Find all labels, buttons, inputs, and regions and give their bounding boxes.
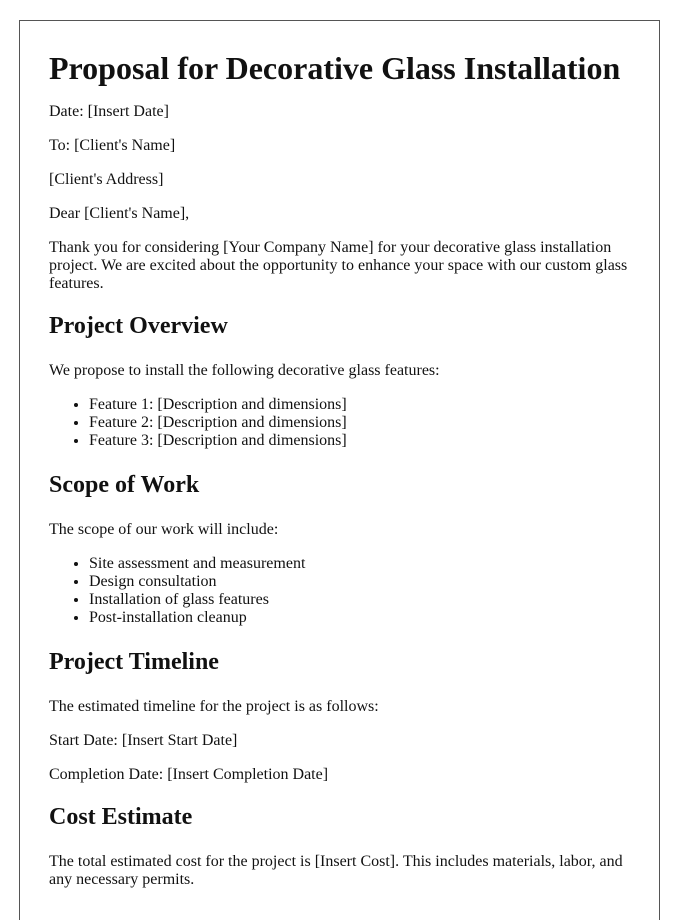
address-line: [Client's Address] <box>49 171 164 188</box>
timeline-lead: The estimated timeline for the project is as follows: <box>49 698 379 715</box>
start-date-line: Start Date: [Insert Start Date] <box>49 732 238 749</box>
cost-paragraph: The total estimated cost for the project is [Insert Cost]. This includes materials, labor, and any necessary permits. <box>49 853 623 888</box>
list-item: • Post-installation cleanup <box>89 609 633 627</box>
document-body <box>49 21 633 889</box>
section-heading-cost: Cost Estimate <box>49 804 193 830</box>
completion-date-line: Completion Date: [Insert Completion Date] <box>49 766 329 783</box>
list-item: • Installation of glass features <box>89 591 633 609</box>
scope-lead: The scope of our work will include: <box>49 521 279 538</box>
document-page <box>19 20 660 920</box>
intro-paragraph: Thank you for considering [Your Company Name] for your decorative glass installation project. We are excited about the opportunity to enhance your space with our custom glass features. <box>49 239 628 292</box>
salutation: Dear [Client's Name], <box>49 205 190 222</box>
recipient-line: To: [Client's Name] <box>49 137 176 154</box>
list-item: • Feature 3: [Description and dimensions] <box>89 432 633 450</box>
page-title: Proposal for Decorative Glass Installation <box>49 50 621 86</box>
feature-list <box>49 396 633 450</box>
section-heading-scope: Scope of Work <box>49 472 200 498</box>
date-line: Date: [Insert Date] <box>49 103 169 120</box>
overview-lead: We propose to install the following decorative glass features: <box>49 362 440 379</box>
section-heading-overview: Project Overview <box>49 313 228 339</box>
list-item: • Feature 1: [Description and dimensions] <box>89 396 633 414</box>
list-item: • Site assessment and measurement <box>89 555 633 573</box>
list-item: • Design consultation <box>89 573 633 591</box>
scope-list <box>49 555 633 627</box>
section-heading-timeline: Project Timeline <box>49 649 219 675</box>
list-item: • Feature 2: [Description and dimensions] <box>89 414 633 432</box>
